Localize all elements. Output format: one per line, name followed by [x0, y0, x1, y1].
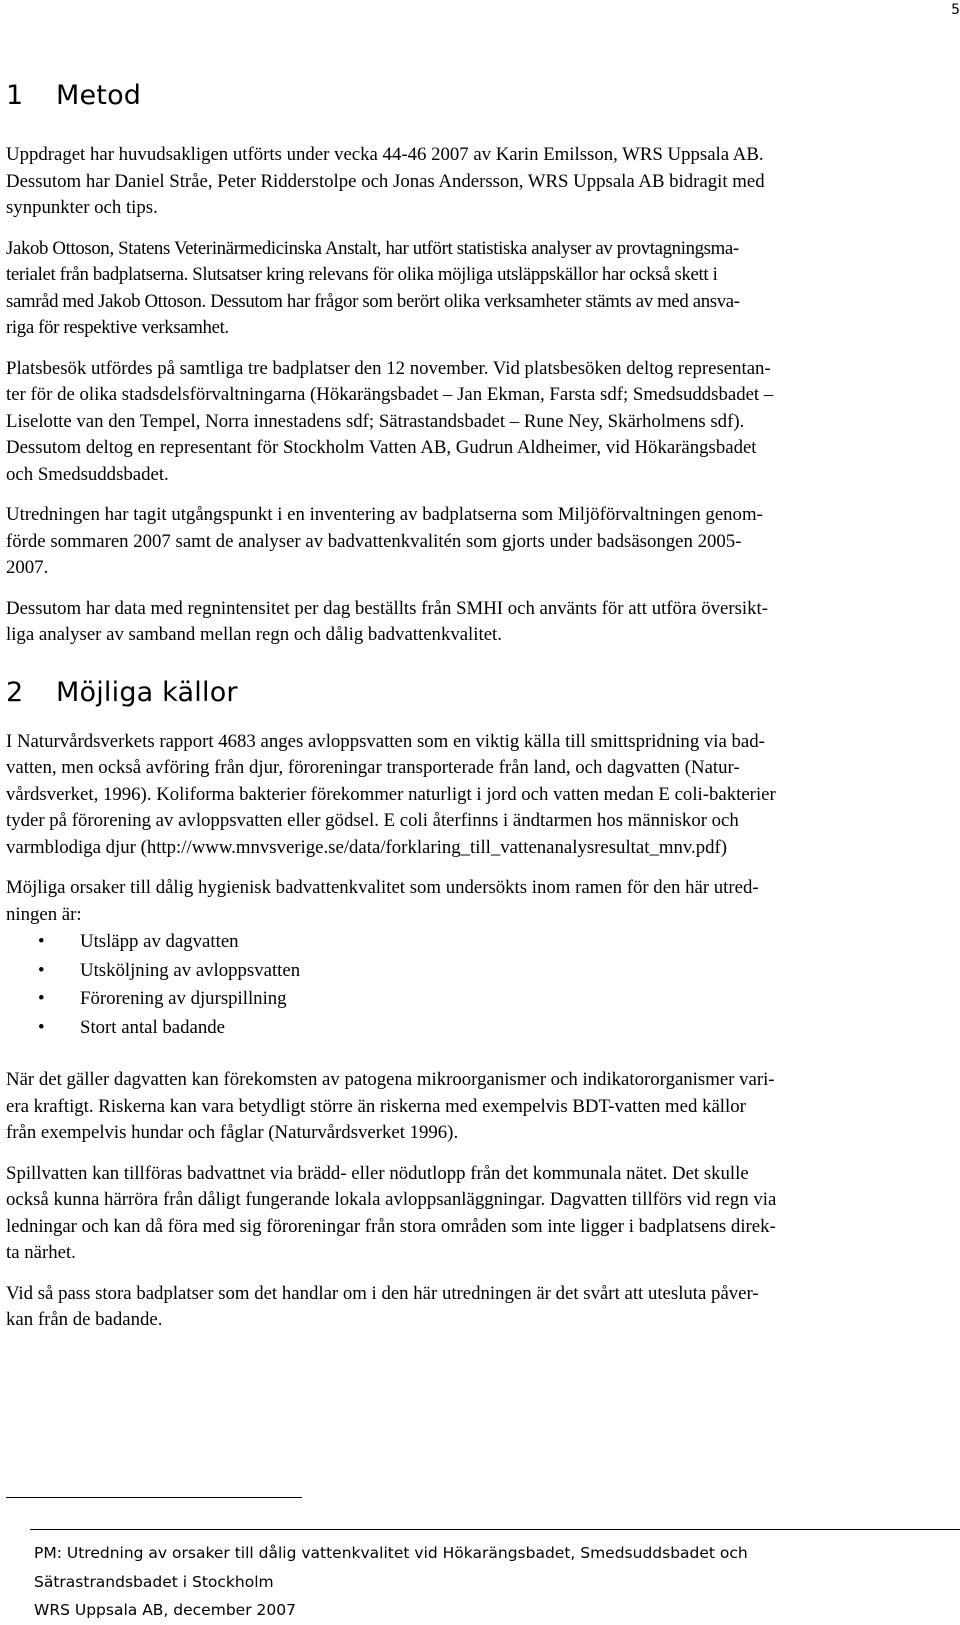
text-line: varmblodiga djur (http://www.mnvsverige.se/data/forklaring_till_vattenanalysresultat_mnv.pdf) [6, 836, 727, 858]
paragraph [6, 502, 954, 582]
text-line: Spillvatten kan tillföras badvattnet via brädd- eller nödutlopp från det kommunala nätet. Det skulle [6, 1162, 749, 1184]
text-line: ta närhet. [6, 1242, 76, 1263]
list-item: • Utsläpp av dagvatten [6, 928, 954, 957]
text-line: Jakob Ottoson, Statens Veterinärmedicinska Anstalt, har utfört statistiska analyser av provtagningsma- [6, 237, 739, 259]
list-item: • Stort antal badande [6, 1014, 954, 1043]
section-heading-metod [6, 80, 954, 111]
text-line: Platsbesök utfördes på samtliga tre badplatser den 12 november. Vid platsbesöken deltog representan- [6, 357, 771, 379]
text-line: ningen är: [6, 903, 82, 925]
section-title: Metod [56, 80, 142, 111]
paragraph [6, 596, 954, 649]
text-line: I Naturvårdsverkets rapport 4683 anges avloppsvatten som en viktig källa till smittspridning via bad- [6, 730, 765, 752]
text-line: från exempelvis hundar och fåglar (Naturvårdsverket 1996). [6, 1122, 459, 1143]
text-line: Uppdraget har huvudsakligen utförts under vecka 44-46 2007 av Karin Emilsson, WRS Uppsala AB. [6, 144, 764, 165]
section-number: 2 [6, 676, 24, 708]
paragraph [6, 356, 954, 489]
text-line: Dessutom har Daniel Stråe, Peter Ridderstolpe och Jonas Andersson, WRS Uppsala AB bidragit med [6, 170, 765, 192]
footer-divider [30, 1529, 960, 1530]
page-number: 5 [951, 2, 960, 18]
text-line: Dessutom deltog en representant för Stockholm Vatten AB, Gudrun Aldheimer, vid Hökarängsbadet [6, 437, 757, 458]
list-item: • Förorening av djurspillning [6, 985, 954, 1014]
footer-line: WRS Uppsala AB, december 2007 [34, 1601, 296, 1620]
text-line: Möjliga orsaker till dålig hygienisk badvattenkvalitet som undersökts inom ramen för den här utred- [6, 877, 759, 898]
paragraph [6, 1067, 954, 1147]
paragraph [6, 142, 954, 222]
text-line: 2007. [6, 557, 49, 578]
section-heading-mojliga-kallor [6, 677, 954, 708]
text-line: och Smedsuddsbadet. [6, 463, 169, 485]
text-line: synpunkter och tips. [6, 197, 158, 218]
paragraph [6, 236, 954, 342]
text-line: Dessutom har data med regnintensitet per dag beställts från SMHI och använts för att utföra översikt- [6, 597, 768, 619]
footer-line: Sätrastrandsbadet i Stockholm [34, 1572, 274, 1591]
text-line: ledningar och kan då föra med sig föroreningar från stora områden som inte ligger i badplatsens direk- [6, 1215, 776, 1237]
section-number: 1 [6, 80, 24, 111]
text-line: terialet från badplatserna. Slutsatser kring relevans för olika möjliga utsläppskällor har också skett i [6, 264, 718, 285]
text-line: Liselotte van den Tempel, Norra innestadens sdf; Sätrastandsbadet – Rune Ney, Skärholmens sdf). [6, 410, 745, 432]
page-footer [34, 1539, 748, 1625]
text-line: kan från de badande. [6, 1309, 163, 1330]
text-line: förde sommaren 2007 samt de analyser av badvattenkvalitén som gjorts under badsäsongen 2005- [6, 530, 742, 552]
paragraph [6, 729, 954, 862]
text-line: riga för respektive verksamhet. [6, 317, 229, 338]
text-line: vatten, men också avföring från djur, föroreningar transporterade från land, och dagvatten (Natur- [6, 757, 740, 778]
paragraph [6, 1281, 954, 1334]
list-item: • Utsköljning av avloppsvatten [6, 957, 954, 986]
document-body [6, 80, 954, 1334]
section-title: Möjliga källor [56, 676, 238, 708]
text-line: tyder på förorening av avloppsvatten eller gödsel. E coli återfinns i ändtarmen hos människor och [6, 810, 739, 831]
bullet-list [6, 928, 954, 1042]
text-line: liga analyser av samband mellan regn och dålig badvattenkvalitet. [6, 624, 502, 645]
text-line: vårdsverket, 1996). Koliforma bakterier förekommer naturligt i jord och vatten medan E coli-bakterier [6, 783, 776, 805]
paragraph [6, 875, 954, 928]
text-line: era kraftigt. Riskerna kan vara betydligt större än riskerna med exempelvis BDT-vatten med källor [6, 1095, 746, 1117]
text-line: samråd med Jakob Ottoson. Dessutom har frågor som berört olika verksamheter stämts av med ansva- [6, 290, 740, 312]
text-line: Utredningen har tagit utgångspunkt i en inventering av badplatserna som Miljöförvaltningen genom- [6, 504, 763, 525]
paragraph [6, 1161, 954, 1267]
text-line: Vid så pass stora badplatser som det handlar om i den här utredningen är det svårt att utesluta påver- [6, 1282, 759, 1304]
text-line: När det gäller dagvatten kan förekomsten av patogena mikroorganismer och indikatororganismer vari- [6, 1069, 775, 1090]
text-line: också kunna härröra från dåligt fungerande lokala avloppsanläggningar. Dagvatten tillförs vid regn via [6, 1189, 777, 1210]
footnote-divider [6, 1497, 302, 1498]
footer-line: PM: Utredning av orsaker till dålig vattenkvalitet vid Hökarängsbadet, Smedsuddsbadet och [34, 1544, 748, 1562]
text-line: ter för de olika stadsdelsförvaltningarna (Hökarängsbadet – Jan Ekman, Farsta sdf; Smedsuddsbadet – [6, 384, 774, 405]
